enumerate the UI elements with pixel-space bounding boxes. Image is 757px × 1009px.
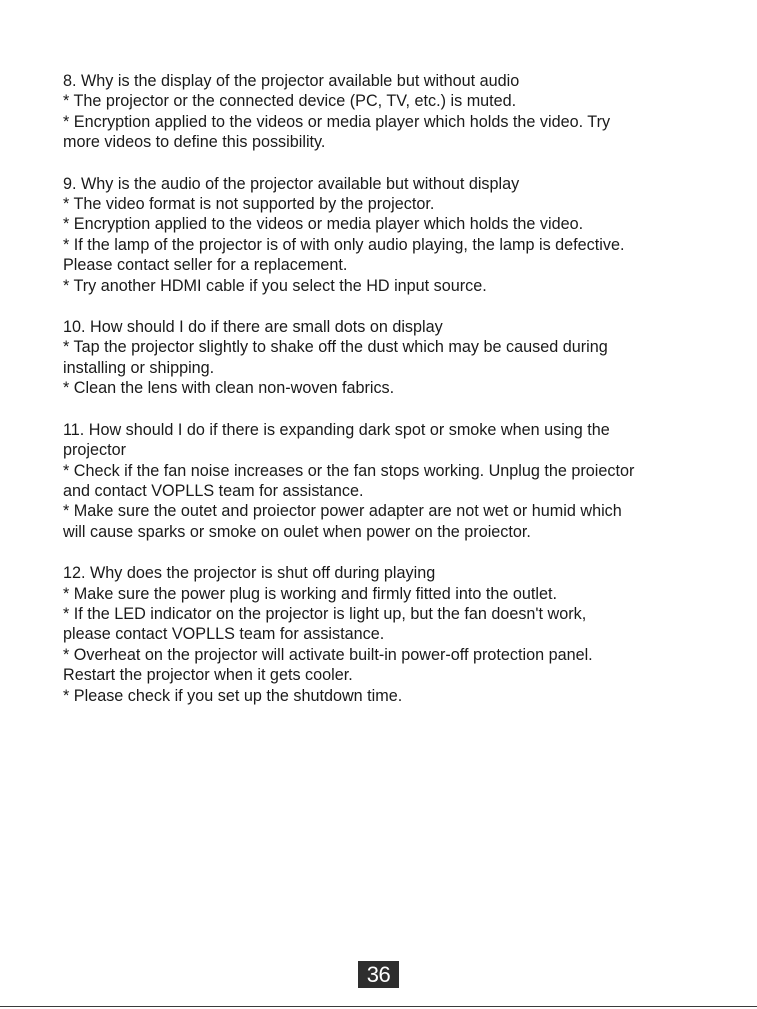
faq-answer-line: Restart the projector when it gets cooler. <box>63 666 353 685</box>
faq-question: 8. Why is the display of the projector available but without audio <box>63 72 520 90</box>
faq-answer-line: * If the LED indicator on the projector is light up, but the fan doesn't work, <box>63 604 587 623</box>
faq-answer-line: * Make sure the outet and proiector power adapter are not wet or humid which <box>63 502 622 521</box>
faq-question: 12. Why does the projector is shut off during playing <box>63 564 436 583</box>
faq-section-10 <box>63 317 743 399</box>
faq-answer-line: * Try another HDMI cable if you select the HD input source. <box>63 276 487 295</box>
faq-answer-line: * Please check if you set up the shutdown time. <box>63 686 403 705</box>
faq-section-12 <box>63 563 743 706</box>
faq-answer-line: and contact VOPLLS team for assistance. <box>63 481 364 500</box>
faq-question: 9. Why is the audio of the projector available but without display <box>63 174 520 193</box>
faq-answer-line: * Encryption applied to the videos or media player which holds the video. <box>63 215 584 234</box>
page-number-badge: 36 <box>358 961 399 988</box>
faq-question: 11. How should I do if there is expanding dark spot or smoke when using the <box>63 420 610 439</box>
faq-answer-line: * Encryption applied to the videos or media player which holds the video. Try <box>63 112 611 131</box>
faq-answer-line: * Overheat on the projector will activate built-in power-off protection panel. <box>63 645 593 664</box>
faq-answer-line: Please contact seller for a replacement. <box>63 256 348 275</box>
faq-section-8 <box>63 71 743 153</box>
faq-answer-line: * The video format is not supported by the projector. <box>63 195 435 214</box>
faq-answer-line: * Check if the fan noise increases or the fan stops working. Unplug the proiector <box>63 461 635 480</box>
faq-question: 10. How should I do if there are small dots on display <box>63 318 443 337</box>
faq-answer-line: will cause sparks or smoke on oulet when power on the proiector. <box>63 522 531 541</box>
faq-question: projector <box>63 441 126 460</box>
faq-section-9 <box>63 174 743 296</box>
faq-answer-line: * If the lamp of the projector is of with only audio playing, the lamp is defective. <box>63 235 625 254</box>
faq-answer-line: * Make sure the power plug is working and firmly fitted into the outlet. <box>63 584 557 603</box>
bottom-divider <box>0 1006 757 1007</box>
faq-answer-line: more videos to define this possibility. <box>63 133 326 152</box>
faq-answer-line: * The projector or the connected device (PC, TV, etc.) is muted. <box>63 92 517 111</box>
faq-answer-line: * Clean the lens with clean non-woven fabrics. <box>63 379 395 398</box>
faq-answer-line: * Tap the projector slightly to shake off the dust which may be caused during <box>63 338 608 357</box>
faq-answer-line: please contact VOPLLS team for assistance. <box>63 625 385 644</box>
faq-content <box>63 71 743 727</box>
faq-section-11 <box>63 420 743 542</box>
faq-answer-line: installing or shipping. <box>63 358 215 377</box>
